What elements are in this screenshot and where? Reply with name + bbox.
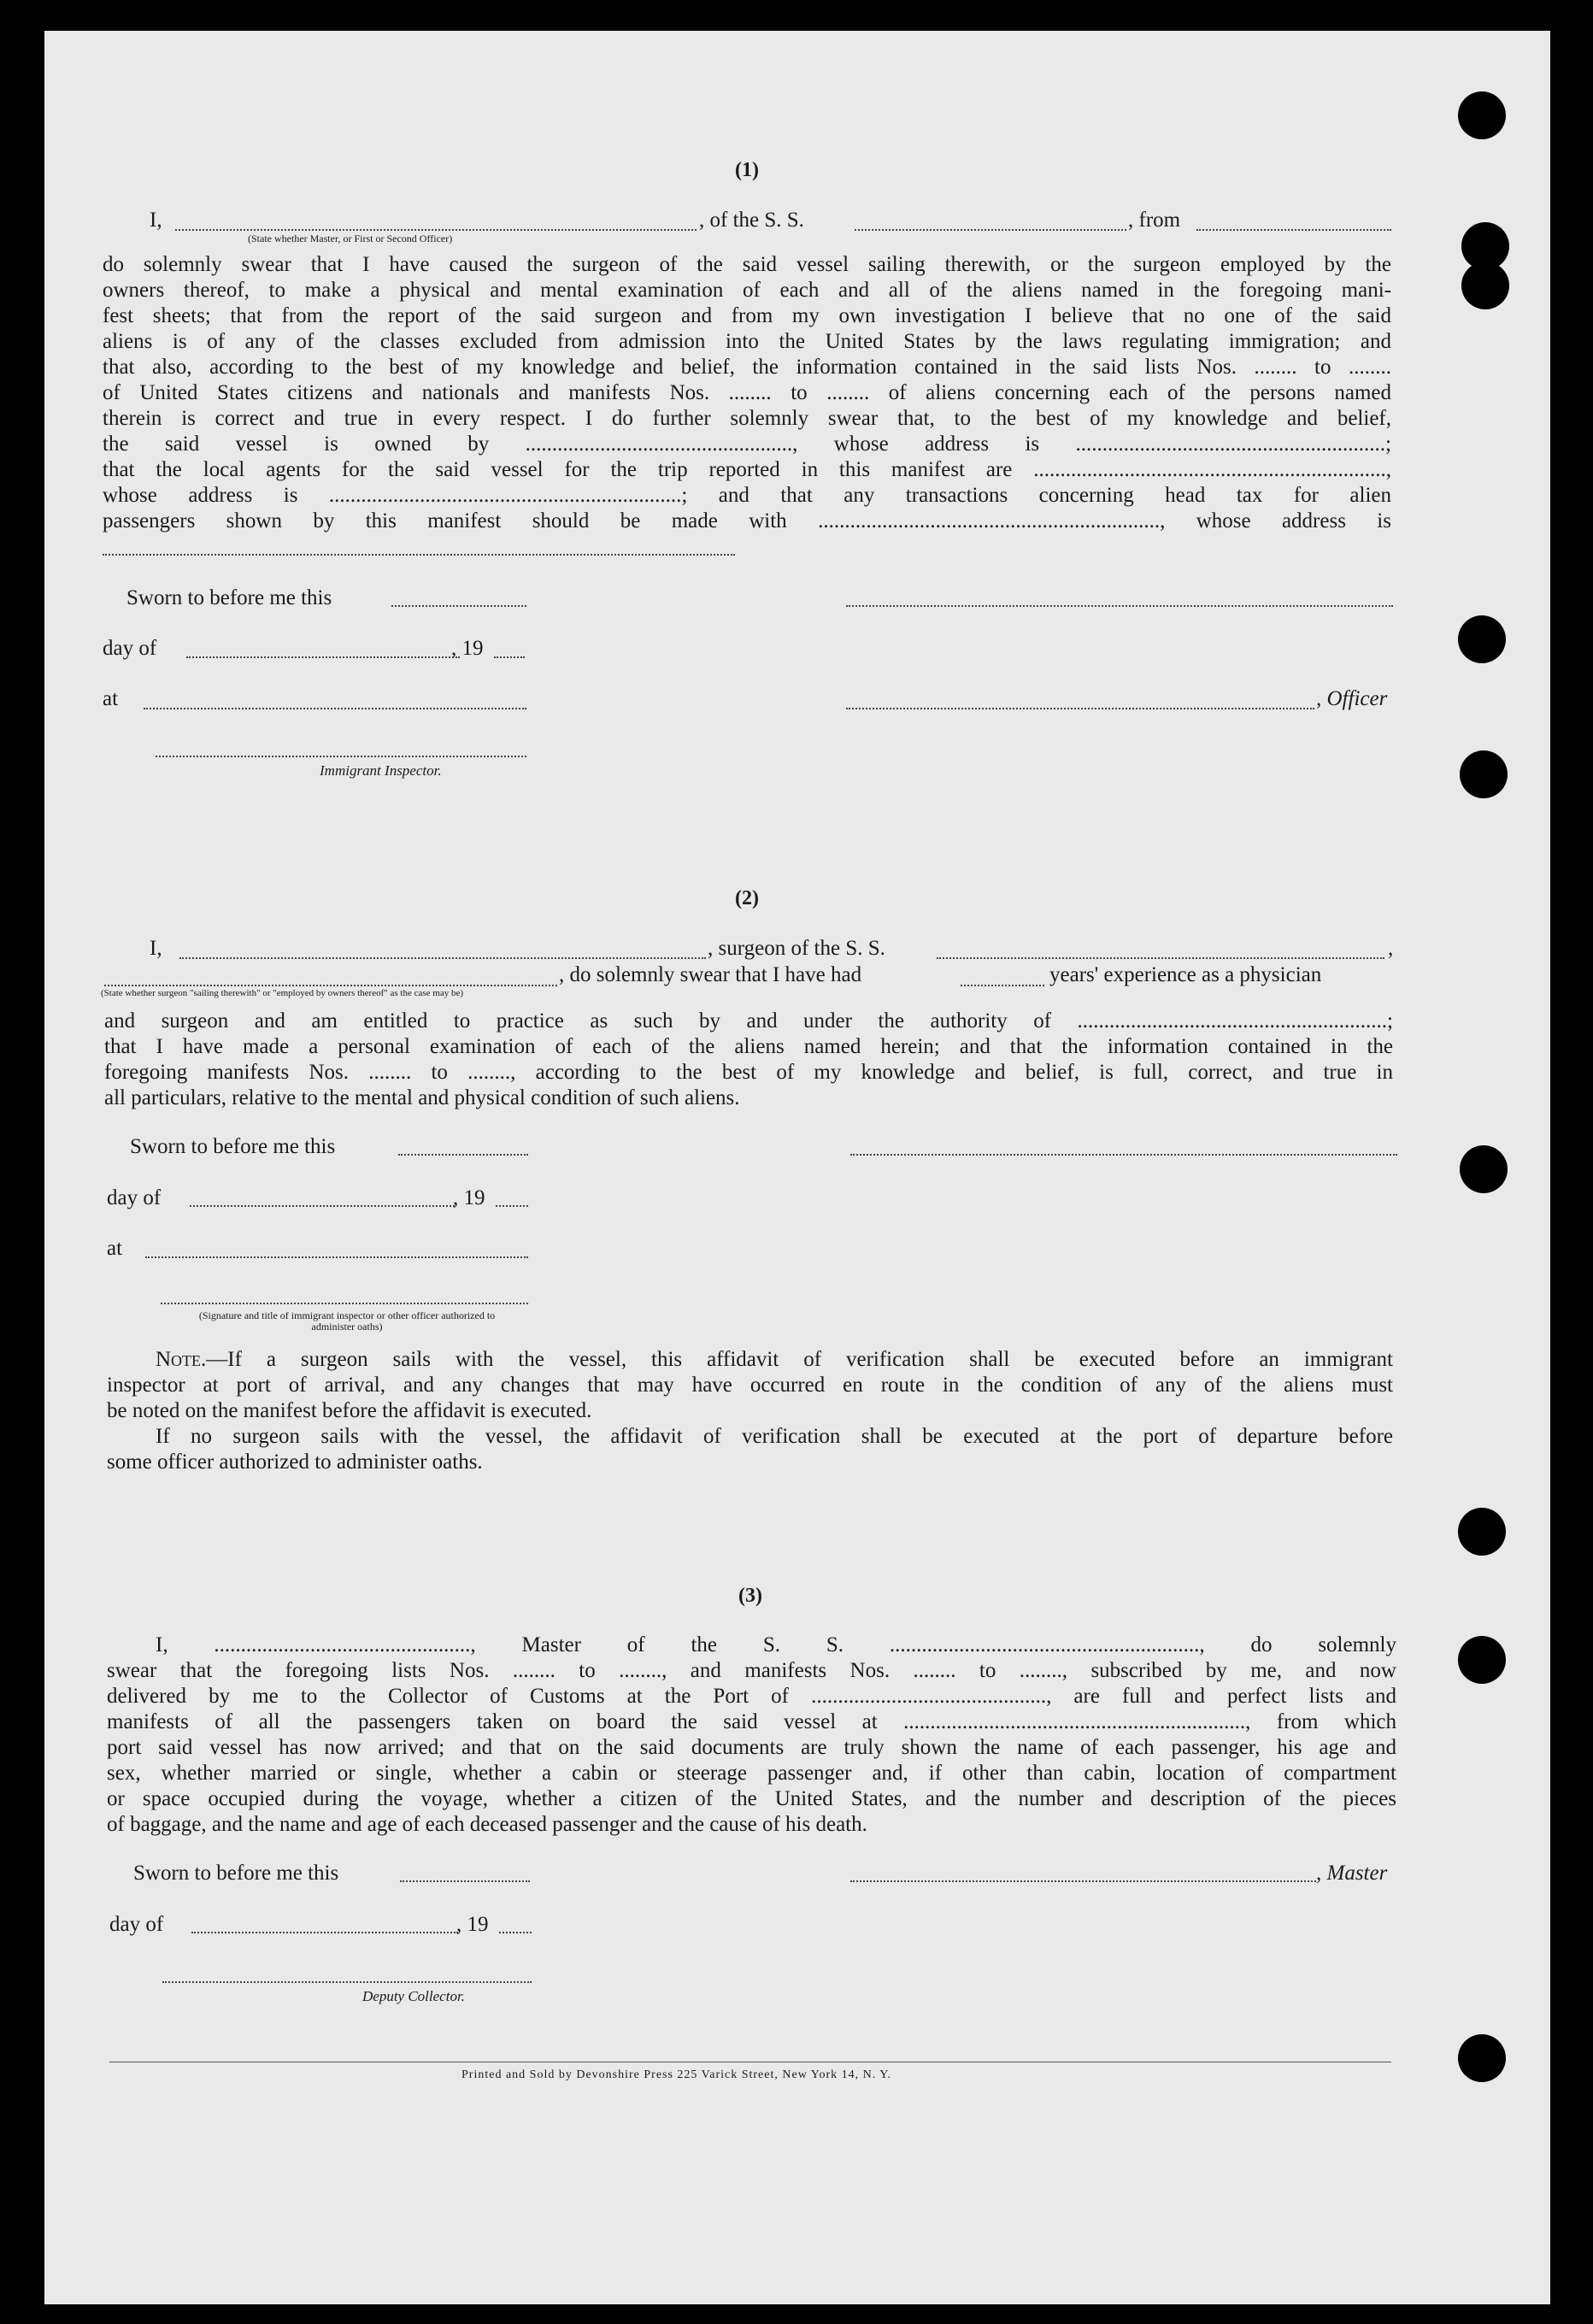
binder-hole: [1460, 750, 1508, 798]
binder-hole: [1461, 262, 1509, 309]
deputy-collector-label: Deputy Collector.: [362, 1988, 465, 2004]
body-line: I, ................................................, Master of the S. S. .........................................................., do solemnly: [156, 1633, 1396, 1656]
surgeon-of-label: , surgeon of the S. S.: [708, 937, 885, 960]
body-line: delivered by me to the Collector of Customs at the Port of ............................................, are full and perfect lists and: [107, 1685, 1396, 1708]
surgeon-status-field[interactable]: [104, 985, 557, 986]
day-month-field[interactable]: [186, 656, 460, 658]
inspector-signature-field[interactable]: [161, 1303, 528, 1304]
master-signature-field[interactable]: [850, 1880, 1316, 1882]
binder-hole: [1460, 1145, 1508, 1193]
year-field[interactable]: [499, 1932, 532, 1933]
body-line: manifests of all the passengers taken on board the said vessel at ................................................................, from which: [107, 1710, 1396, 1733]
years-field[interactable]: [961, 985, 1044, 986]
sworn-date-field[interactable]: [391, 605, 526, 607]
body-line: do solemnly swear that I have caused the surgeon of the said vessel sailing therewith, or the surgeon employed by the: [103, 253, 1391, 276]
immigrant-inspector-label: Immigrant Inspector.: [320, 762, 442, 779]
section-2-i: I,: [150, 937, 162, 960]
day-month-field[interactable]: [190, 1205, 455, 1207]
vessel-name-field[interactable]: [855, 229, 1126, 231]
officer-signature-field[interactable]: [846, 605, 1393, 607]
note-line: be noted on the manifest before the affidavit is executed.: [107, 1399, 592, 1422]
body-line: the said vessel is owned by .................................................., whose address is ..........................................................;: [103, 432, 1391, 456]
agent-address-field[interactable]: [103, 554, 735, 556]
year-label: , 19: [451, 637, 484, 660]
body-line: port said vessel has now arrived; and that on the said documents are truly shown the name of each passenger, his age and: [107, 1736, 1396, 1759]
body-line: aliens is of any of the classes excluded from admission into the United States by the laws regulating immigration; and: [103, 330, 1391, 353]
body-line: passengers shown by this manifest should be made with ................................................................, whose address is: [103, 509, 1391, 532]
binder-hole: [1458, 91, 1506, 139]
of-ss-label: , of the S. S.: [699, 209, 804, 232]
at-place-field[interactable]: [144, 708, 526, 709]
officer-title-field[interactable]: [846, 708, 1314, 709]
binder-hole: [1458, 615, 1506, 663]
sworn-date-field[interactable]: [398, 1154, 528, 1156]
note-label: Note.: [156, 1348, 207, 1371]
printer-footer: Printed and Sold by Devonshire Press 225 Varick Street, New York 14, N. Y.: [461, 2068, 892, 2081]
body-line: that the local agents for the said vessel for the trip reported in this manifest are ..................................................................,: [103, 458, 1391, 481]
master-label: , Master: [1316, 1862, 1388, 1885]
note-line: inspector at port of arrival, and any changes that may have occurred en route in the condition of any of the aliens must: [107, 1374, 1393, 1397]
binder-hole: [1458, 1636, 1506, 1684]
body-line: owners thereof, to make a physical and mental examination of each and all of the aliens named in the foregoing mani-: [103, 279, 1391, 302]
year-label: , 19: [453, 1186, 485, 1209]
at-label: at: [107, 1237, 123, 1260]
binder-hole: [1458, 2034, 1506, 2082]
swear-label: , do solemnly swear that I have had: [559, 963, 862, 986]
sworn-label: Sworn to before me this: [133, 1862, 339, 1885]
surgeon-caption: (State whether surgeon "sailing therewith" or "employed by owners thereof" as the case may be): [101, 988, 464, 998]
surgeon-name-field[interactable]: [179, 957, 706, 959]
sworn-label: Sworn to before me this: [126, 586, 332, 609]
section-1-i: I,: [150, 209, 162, 232]
body-line: whose address is ..................................................................; and that any transactions concerning head tax for alien: [103, 484, 1391, 507]
section-1-number: (1): [735, 159, 759, 181]
body-line: of baggage, and the name and age of each deceased passenger and the cause of his death.: [107, 1813, 867, 1836]
deputy-signature-field[interactable]: [162, 1981, 532, 1983]
note-line: some officer authorized to administer oaths.: [107, 1450, 483, 1474]
officer-caption: (State whether Master, or First or Second Officer): [248, 232, 453, 244]
body-line: all particulars, relative to the mental and physical condition of such aliens.: [104, 1086, 740, 1109]
body-line: and surgeon and am entitled to practice as such by and under the authority of ..........................................................;: [104, 1009, 1393, 1033]
officer-label: , Officer: [1316, 687, 1388, 710]
section-3-number: (3): [738, 1585, 762, 1607]
day-of-label: day of: [103, 637, 157, 660]
body-line: that I have made a personal examination of each of the aliens named herein; and that the information contained in the: [104, 1035, 1393, 1058]
body-line: fest sheets; that from the report of the said surgeon and from my own investigation I believe that no one of the said: [103, 304, 1391, 327]
day-month-field[interactable]: [191, 1932, 458, 1933]
sworn-label: Sworn to before me this: [130, 1135, 336, 1158]
year-field[interactable]: [496, 1205, 528, 1207]
note-text: —If a surgeon sails with the vessel, this affidavit of verification shall be executed before an immigrant: [206, 1348, 1393, 1371]
sworn-date-field[interactable]: [400, 1880, 530, 1882]
day-of-label: day of: [109, 1913, 164, 1936]
section-2-number: (2): [735, 887, 759, 909]
note-line: If no surgeon sails with the vessel, the affidavit of verification shall be executed at the port of departure before: [156, 1425, 1393, 1448]
comma: ,: [1388, 937, 1394, 960]
note-line: [156, 1347, 1393, 1373]
from-port-field[interactable]: [1196, 229, 1391, 231]
at-place-field[interactable]: [145, 1256, 528, 1258]
body-line: that also, according to the best of my knowledge and belief, the information contained in the said lists Nos. ........ to ........: [103, 356, 1391, 379]
from-label: , from: [1128, 209, 1181, 232]
surgeon-signature-field[interactable]: [850, 1154, 1397, 1156]
year-field[interactable]: [494, 656, 525, 658]
year-label: , 19: [456, 1913, 489, 1936]
day-of-label: day of: [107, 1186, 162, 1209]
officer-name-field[interactable]: [175, 229, 697, 231]
inspector-signature-field[interactable]: [156, 756, 526, 757]
binder-hole: [1458, 1508, 1506, 1556]
body-line: foregoing manifests Nos. ........ to ........, according to the best of my knowledge and belief, is full, correct, and true in: [104, 1061, 1393, 1084]
body-line: therein is correct and true in every respect. I do further solemnly swear that, to the best of my knowledge and belief,: [103, 407, 1391, 430]
at-label: at: [103, 687, 119, 710]
body-line: or space occupied during the voyage, whether a citizen of the United States, and the number and description of the pieces: [107, 1787, 1396, 1810]
surgeon-vessel-field[interactable]: [937, 957, 1384, 959]
body-line: of United States citizens and nationals and manifests Nos. ........ to ........ of aliens concerning each of the persons named: [103, 381, 1391, 404]
signature-caption: (Signature and title of immigrant inspector or other officer authorized to administer oaths): [198, 1309, 496, 1333]
years-label: years' experience as a physician: [1049, 963, 1322, 986]
body-line: swear that the foregoing lists Nos. ........ to ........, and manifests Nos. ........ to ........, subscribed by me, and now: [107, 1659, 1396, 1682]
body-line: sex, whether married or single, whether a cabin or steerage passenger and, if other than cabin, location of compartment: [107, 1762, 1396, 1785]
